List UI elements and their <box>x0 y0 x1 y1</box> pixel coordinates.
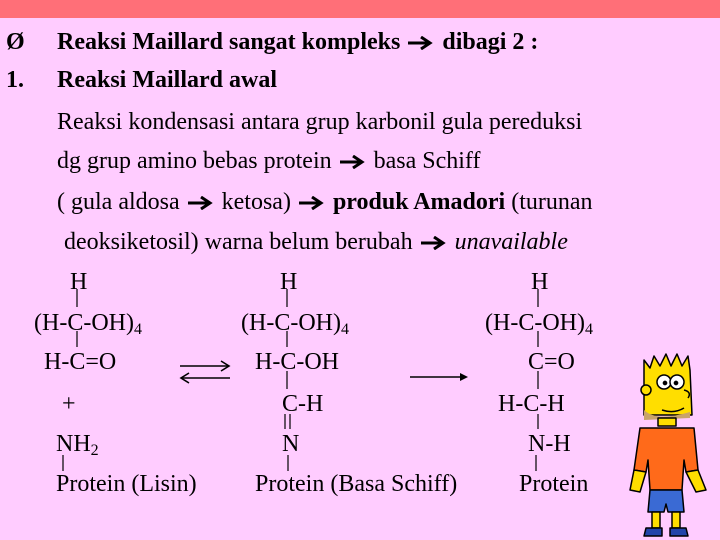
paragraph-line-3-d: (turunan <box>511 189 593 215</box>
middle-h: H <box>280 269 298 295</box>
paragraph-line-4-b: unavailable <box>454 229 568 255</box>
item-title: Reaksi Maillard awal <box>57 67 277 93</box>
right-chain-text: (H-C-OH) <box>485 310 585 336</box>
arrow-right-icon <box>410 373 468 381</box>
left-protein: Protein (Lisin) <box>56 471 197 497</box>
left-amine-text: NH <box>56 431 91 457</box>
right-h: H <box>531 269 549 295</box>
right-hch: H-C-H <box>498 391 565 417</box>
right-protein: Protein <box>519 471 589 497</box>
paragraph-line-2-a: dg grup amino bebas protein <box>57 148 332 174</box>
heading-tail: dibagi 2 : <box>442 29 539 55</box>
heading-text: Reaksi Maillard sangat kompleks <box>57 29 401 55</box>
left-chain-sub: 4 <box>133 321 142 338</box>
middle-chain-sub: 4 <box>340 321 349 338</box>
right-chain-sub: 4 <box>584 321 593 338</box>
middle-chain-text: (H-C-OH) <box>241 310 341 336</box>
left-amine-sub: 2 <box>90 442 99 459</box>
middle-n: N <box>282 431 300 457</box>
middle-protein: Protein (Basa Schiff) <box>255 471 458 497</box>
left-plus: + <box>62 391 76 417</box>
left-chain-text: (H-C-OH) <box>34 310 134 336</box>
bart-character-icon <box>626 340 716 540</box>
paragraph-line-1: Reaksi kondensasi antara grup karbonil gula pereduksi <box>57 109 583 135</box>
paragraph-line-3-c: produk Amadori <box>332 189 506 215</box>
item-number: 1. <box>6 67 24 93</box>
middle-ch: C-H <box>282 391 324 417</box>
paragraph-line-3-b: ketosa) <box>221 189 291 215</box>
paragraph-line-3-a: ( gula aldosa <box>57 189 180 215</box>
left-h: H <box>70 269 88 295</box>
paragraph-line-4-a: deoksiketosil) warna belum berubah <box>64 229 413 255</box>
paragraph-line-2-b: basa Schiff <box>373 148 481 174</box>
middle-alcohol: H-C-OH <box>255 349 339 375</box>
equilibrium-arrows-icon <box>180 361 230 383</box>
right-nh: N-H <box>528 431 571 457</box>
right-keto: C=O <box>528 349 575 375</box>
bullet-marker: Ø <box>6 29 25 55</box>
left-carbonyl: H-C=O <box>44 349 117 375</box>
